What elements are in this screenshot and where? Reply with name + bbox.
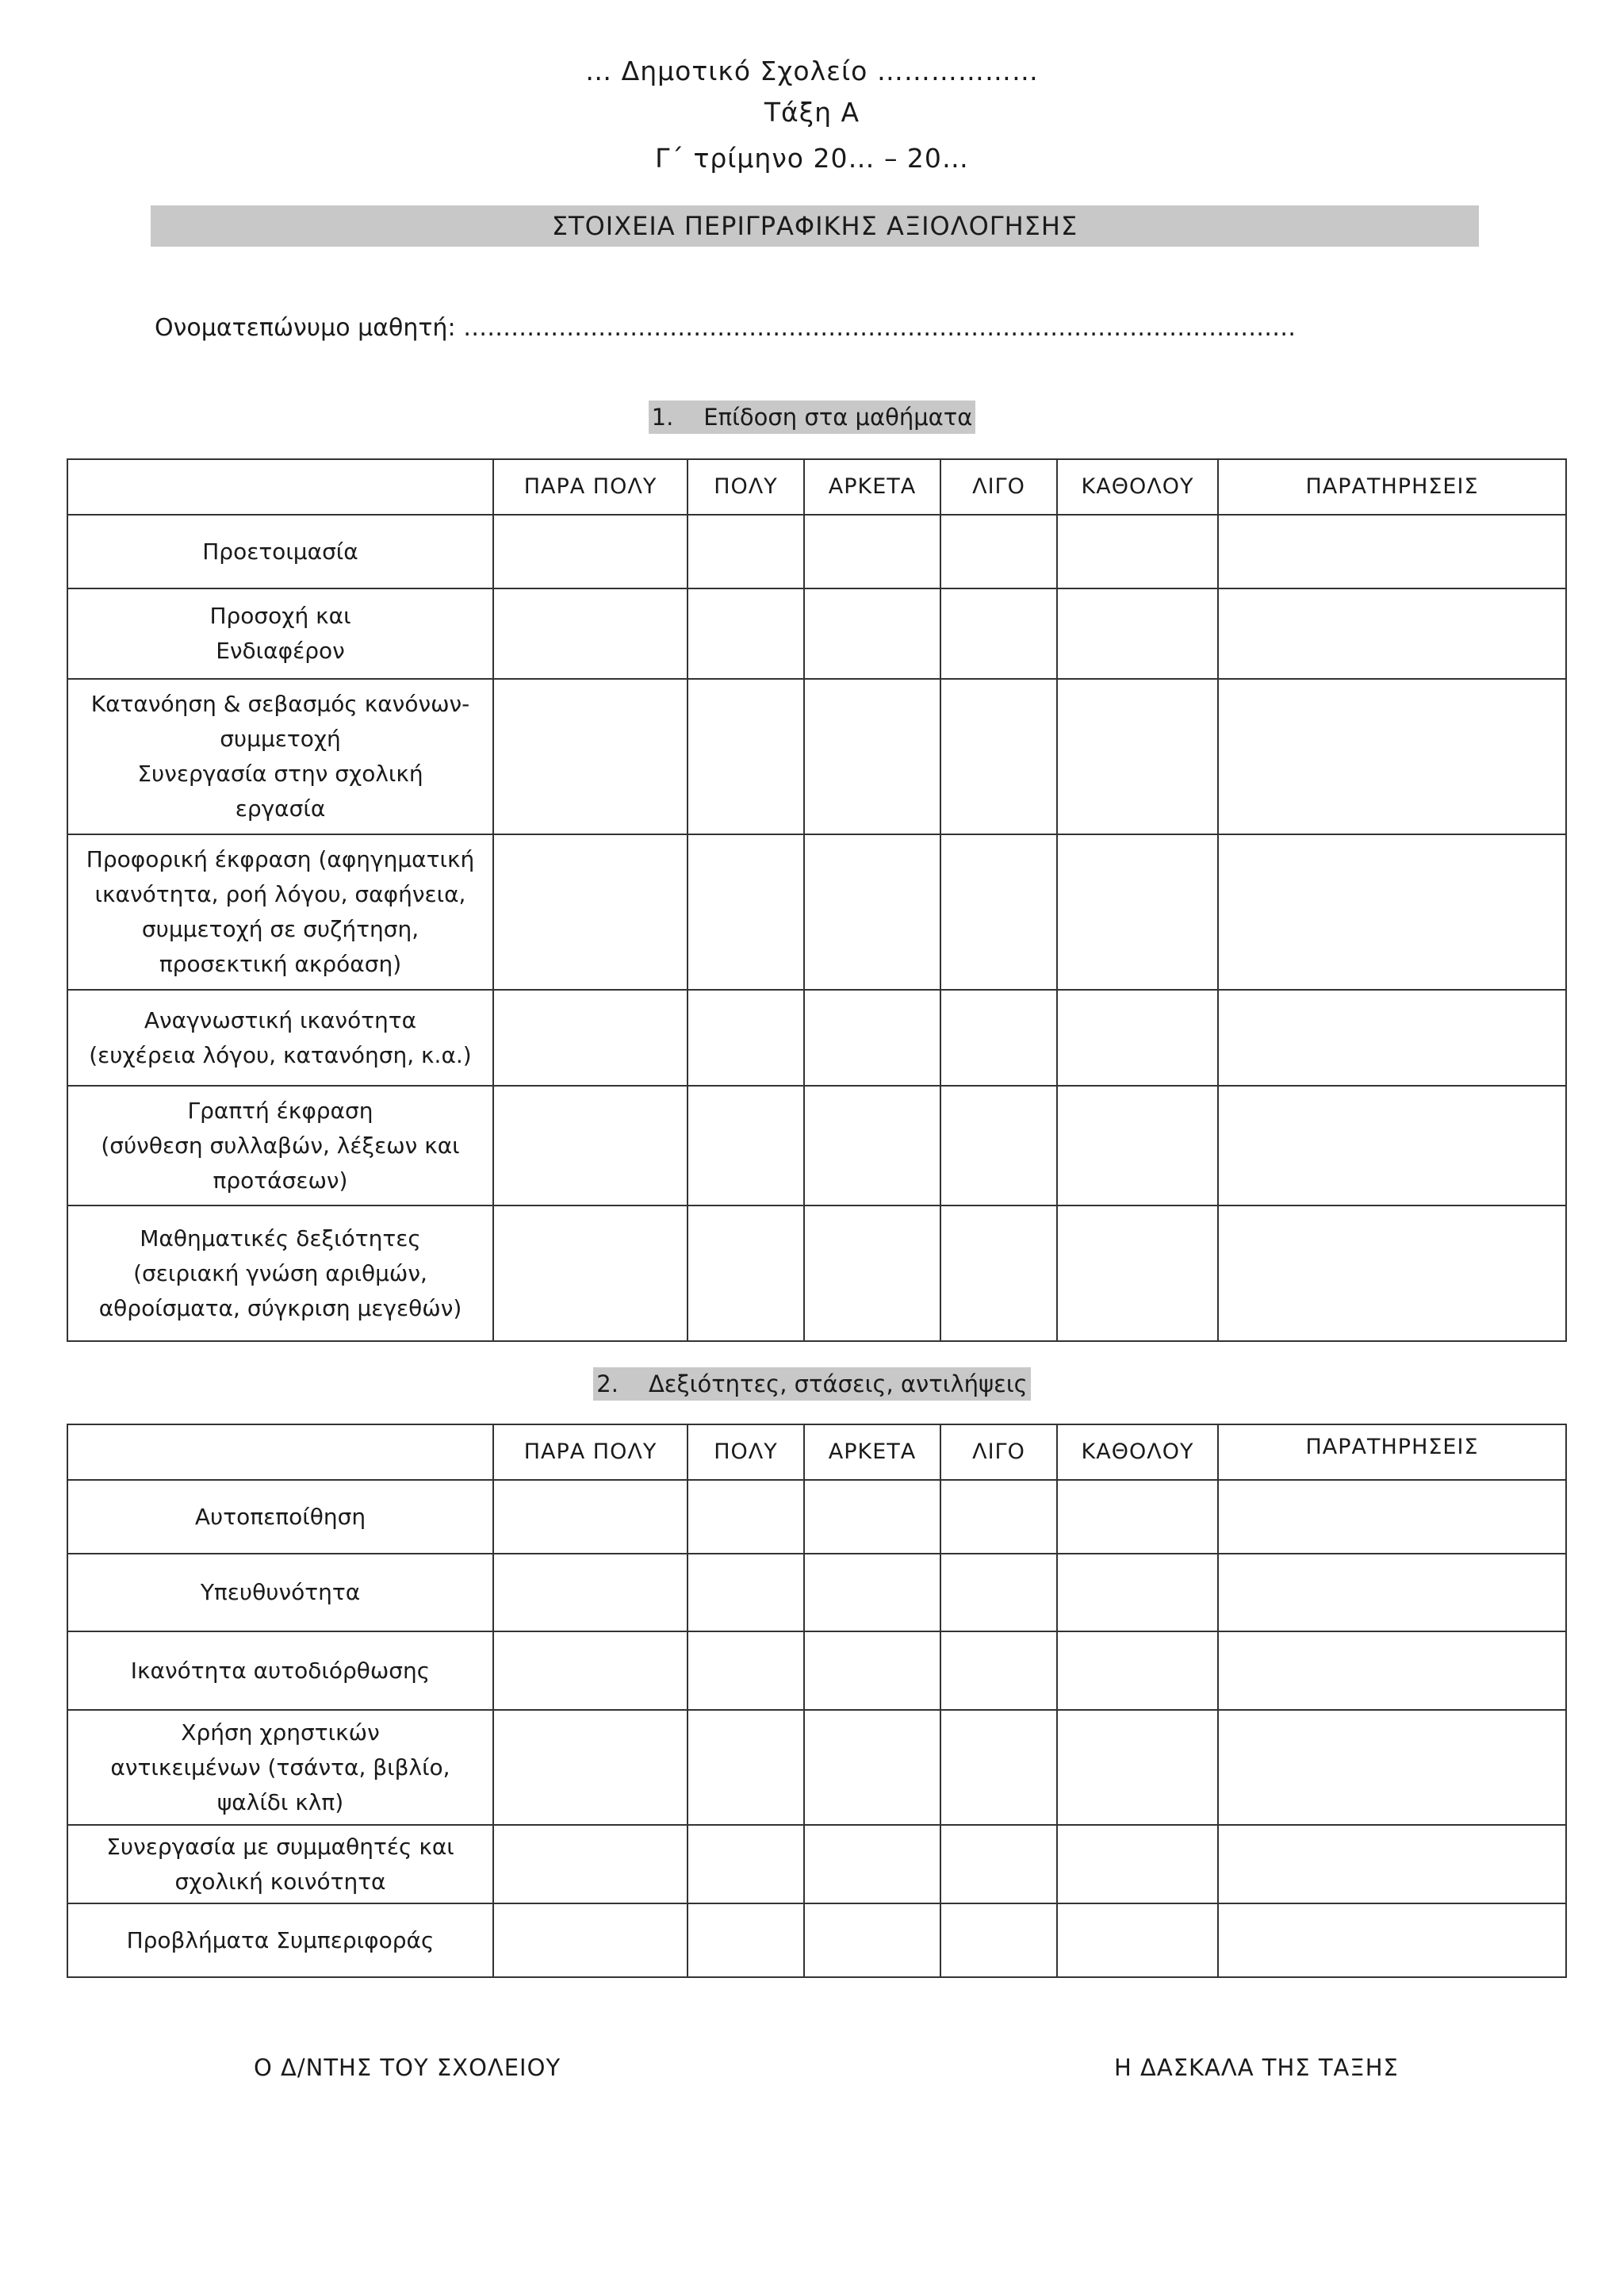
skills-table <box>67 1424 1567 1978</box>
rating-cell-enough[interactable] <box>804 1205 940 1341</box>
rating-cell-observations[interactable] <box>1218 1205 1566 1341</box>
column-header-enough: ΑΡΚΕΤΑ <box>804 1424 940 1480</box>
rating-cell-not-at-all[interactable] <box>1057 588 1218 679</box>
rating-cell-enough[interactable] <box>804 1631 940 1710</box>
criterion-text-line: Προσοχή και <box>209 603 351 629</box>
rating-cell-much[interactable] <box>688 1631 804 1710</box>
rating-cell-very-much[interactable] <box>493 1825 688 1903</box>
rating-cell-not-at-all[interactable] <box>1057 679 1218 834</box>
rating-cell-observations[interactable] <box>1218 679 1566 834</box>
rating-cell-observations[interactable] <box>1218 1903 1566 1977</box>
rating-cell-observations[interactable] <box>1218 1480 1566 1554</box>
criterion-text-line: Αναγνωστική ικανότητα <box>144 1006 417 1033</box>
table-row <box>67 990 1566 1086</box>
rating-cell-observations[interactable] <box>1218 1631 1566 1710</box>
rating-cell-little[interactable] <box>940 1554 1057 1631</box>
rating-cell-observations[interactable] <box>1218 515 1566 588</box>
rating-cell-very-much[interactable] <box>493 1903 688 1977</box>
rating-cell-enough[interactable] <box>804 834 940 990</box>
criterion-text-line: Συνεργασία με συμμαθητές και <box>106 1833 454 1860</box>
rating-cell-not-at-all[interactable] <box>1057 834 1218 990</box>
rating-cell-much[interactable] <box>688 1205 804 1341</box>
column-header-observations: ΠΑΡΑΤΗΡΗΣΕΙΣ <box>1218 1424 1566 1480</box>
table-row <box>67 834 1566 990</box>
student-name-line: Ονοματεπώνυμο μαθητή: …………………………………………………………………………………………… <box>155 314 1297 342</box>
criterion-text-line: Χρήση χρηστικών <box>181 1719 380 1746</box>
rating-cell-not-at-all[interactable] <box>1057 1086 1218 1205</box>
rating-cell-enough[interactable] <box>804 1554 940 1631</box>
rating-cell-very-much[interactable] <box>493 679 688 834</box>
rating-cell-enough[interactable] <box>804 588 940 679</box>
rating-cell-little[interactable] <box>940 1825 1057 1903</box>
column-header-enough: ΑΡΚΕΤΑ <box>804 459 940 515</box>
criterion-cell <box>67 990 493 1086</box>
rating-cell-little[interactable] <box>940 1480 1057 1554</box>
rating-cell-little[interactable] <box>940 1205 1057 1341</box>
criterion-cell <box>67 588 493 679</box>
rating-cell-not-at-all[interactable] <box>1057 1480 1218 1554</box>
criterion-cell <box>67 1825 493 1903</box>
rating-cell-little[interactable] <box>940 1710 1057 1825</box>
rating-cell-enough[interactable] <box>804 1825 940 1903</box>
rating-cell-little[interactable] <box>940 1631 1057 1710</box>
criterion-text-line: συμμετοχή <box>220 726 341 752</box>
rating-cell-observations[interactable] <box>1218 990 1566 1086</box>
section-2-heading-band <box>593 1367 1030 1401</box>
rating-cell-little[interactable] <box>940 588 1057 679</box>
rating-cell-enough[interactable] <box>804 1086 940 1205</box>
rating-cell-very-much[interactable] <box>493 1631 688 1710</box>
rating-cell-much[interactable] <box>688 1086 804 1205</box>
rating-cell-very-much[interactable] <box>493 1710 688 1825</box>
rating-cell-much[interactable] <box>688 515 804 588</box>
rating-cell-much[interactable] <box>688 1480 804 1554</box>
table-row <box>67 679 1566 834</box>
criterion-text-line: Αυτοπεποίθηση <box>194 1503 366 1530</box>
rating-cell-not-at-all[interactable] <box>1057 1825 1218 1903</box>
rating-cell-observations[interactable] <box>1218 1554 1566 1631</box>
rating-cell-much[interactable] <box>688 1554 804 1631</box>
table-header-row <box>67 1424 1566 1480</box>
rating-cell-observations[interactable] <box>1218 588 1566 679</box>
rating-cell-much[interactable] <box>688 588 804 679</box>
criterion-text-line: (σειριακή γνώση αριθμών, <box>133 1259 427 1286</box>
form-title: ΣΤΟΙΧΕΙΑ ΠΕΡΙΓΡΑΦΙΚΗΣ ΑΞΙΟΛΟΓΗΣΗΣ <box>151 205 1479 247</box>
rating-cell-little[interactable] <box>940 834 1057 990</box>
term-line: Γ΄ τρίμηνο 20… – 20… <box>655 143 969 174</box>
criterion-text-line: ικανότητα, ροή λόγου, σαφήνεια, <box>94 881 466 907</box>
rating-cell-not-at-all[interactable] <box>1057 990 1218 1086</box>
column-header-criterion <box>67 459 493 515</box>
criterion-text-line: Κατανόηση & σεβασμός κανόνων- <box>90 691 470 717</box>
criterion-text-line: Υπευθυνότητα <box>200 1579 361 1605</box>
rating-cell-very-much[interactable] <box>493 1480 688 1554</box>
performance-table <box>67 458 1567 1342</box>
criterion-text-line: προσεκτική ακρόαση) <box>159 951 402 977</box>
section-2-heading <box>0 1370 1624 1397</box>
rating-cell-much[interactable] <box>688 834 804 990</box>
rating-cell-observations[interactable] <box>1218 1825 1566 1903</box>
criterion-text-line: Προετοιμασία <box>202 538 358 565</box>
criterion-cell <box>67 1205 493 1341</box>
rating-cell-enough[interactable] <box>804 679 940 834</box>
criterion-text-line: ψαλίδι κλπ) <box>216 1788 344 1815</box>
rating-cell-enough[interactable] <box>804 990 940 1086</box>
criterion-cell <box>67 1631 493 1710</box>
rating-cell-little[interactable] <box>940 1903 1057 1977</box>
rating-cell-little[interactable] <box>940 679 1057 834</box>
teacher-signature-label: Η ΔΑΣΚΑΛΑ ΤΗΣ ΤΑΞΗΣ <box>1114 2054 1399 2081</box>
column-header-little: ΛΙΓΟ <box>940 1424 1057 1480</box>
rating-cell-very-much[interactable] <box>493 1086 688 1205</box>
rating-cell-not-at-all[interactable] <box>1057 515 1218 588</box>
table-header-row <box>67 459 1566 515</box>
criterion-cell <box>67 1710 493 1825</box>
section-1-title: Επίδοση στα μαθήματα <box>703 404 973 431</box>
table-row <box>67 515 1566 588</box>
criterion-cell <box>67 1086 493 1205</box>
rating-cell-not-at-all[interactable] <box>1057 1710 1218 1825</box>
rating-cell-much[interactable] <box>688 1710 804 1825</box>
rating-cell-little[interactable] <box>940 990 1057 1086</box>
table-row <box>67 1631 1566 1710</box>
criterion-text-line: εργασία <box>235 795 326 822</box>
rating-cell-not-at-all[interactable] <box>1057 1205 1218 1341</box>
rating-cell-very-much[interactable] <box>493 1554 688 1631</box>
table-row <box>67 588 1566 679</box>
criterion-text-line: Ικανότητα αυτοδιόρθωσης <box>130 1657 431 1684</box>
table-row <box>67 1710 1566 1825</box>
criterion-cell <box>67 679 493 834</box>
rating-cell-observations[interactable] <box>1218 1086 1566 1205</box>
rating-cell-enough[interactable] <box>804 1903 940 1977</box>
rating-cell-very-much[interactable] <box>493 1205 688 1341</box>
criterion-text-line: (ευχέρεια λόγου, κατανόηση, κ.α.) <box>89 1041 472 1068</box>
criterion-text-line: Προβλήματα Συμπεριφοράς <box>126 1926 435 1953</box>
rating-cell-not-at-all[interactable] <box>1057 1554 1218 1631</box>
rating-cell-little[interactable] <box>940 515 1057 588</box>
column-header-not-at-all: ΚΑΘΟΛΟΥ <box>1057 459 1218 515</box>
column-header-not-at-all: ΚΑΘΟΛΟΥ <box>1057 1424 1218 1480</box>
table-row <box>67 1825 1566 1903</box>
rating-cell-enough[interactable] <box>804 1710 940 1825</box>
criterion-cell <box>67 1903 493 1977</box>
criterion-text-line: Μαθηματικές δεξιότητες <box>140 1225 421 1251</box>
criterion-text-line: Γραπτή έκφραση <box>187 1097 373 1124</box>
rating-cell-very-much[interactable] <box>493 834 688 990</box>
criterion-text-line: προτάσεων) <box>213 1167 348 1194</box>
column-header-very-much: ΠΑΡΑ ΠΟΛΥ <box>493 1424 688 1480</box>
school-line: … Δημοτικό Σχολείο ……………… <box>585 56 1039 86</box>
section-2-number: 2. <box>596 1370 619 1397</box>
criterion-text-line: σχολική κοινότητα <box>174 1868 386 1895</box>
criterion-cell <box>67 834 493 990</box>
table-row <box>67 1554 1566 1631</box>
column-header-very-much: ΠΑΡΑ ΠΟΛΥ <box>493 459 688 515</box>
criterion-text-line: αντικειμένων (τσάντα, βιβλίο, <box>110 1754 450 1780</box>
column-header-little: ΛΙΓΟ <box>940 459 1057 515</box>
criterion-text-line: Ενδιαφέρον <box>216 638 345 664</box>
rating-cell-not-at-all[interactable] <box>1057 1631 1218 1710</box>
table-row <box>67 1903 1566 1977</box>
criterion-text-line: Προφορική έκφραση (αφηγηματική <box>86 846 475 872</box>
section-1-heading-band <box>649 401 976 434</box>
section-1-heading <box>0 404 1624 431</box>
table-row <box>67 1480 1566 1554</box>
criterion-text-line: αθροίσματα, σύγκριση μεγεθών) <box>98 1294 462 1321</box>
principal-signature-label: Ο Δ/ΝΤΗΣ ΤΟΥ ΣΧΟΛΕΙΟΥ <box>254 2054 561 2081</box>
rating-cell-little[interactable] <box>940 1086 1057 1205</box>
rating-cell-much[interactable] <box>688 1825 804 1903</box>
rating-cell-not-at-all[interactable] <box>1057 1903 1218 1977</box>
column-header-observations: ΠΑΡΑΤΗΡΗΣΕΙΣ <box>1218 459 1566 515</box>
table-row <box>67 1086 1566 1205</box>
rating-cell-much[interactable] <box>688 1903 804 1977</box>
class-line: Τάξη Α <box>764 97 860 128</box>
rating-cell-enough[interactable] <box>804 515 940 588</box>
criterion-cell <box>67 1554 493 1631</box>
criterion-text-line: Συνεργασία στην σχολική <box>137 761 423 787</box>
rating-cell-much[interactable] <box>688 990 804 1086</box>
column-header-much: ΠΟΛΥ <box>688 1424 804 1480</box>
rating-cell-very-much[interactable] <box>493 515 688 588</box>
section-1-number: 1. <box>651 404 674 431</box>
rating-cell-very-much[interactable] <box>493 990 688 1086</box>
column-header-much: ΠΟΛΥ <box>688 459 804 515</box>
table-row <box>67 1205 1566 1341</box>
rating-cell-much[interactable] <box>688 679 804 834</box>
criterion-cell <box>67 515 493 588</box>
criterion-text-line: συμμετοχή σε συζήτηση, <box>141 916 419 942</box>
rating-cell-enough[interactable] <box>804 1480 940 1554</box>
criterion-text-line: (σύνθεση συλλαβών, λέξεων και <box>101 1132 460 1159</box>
rating-cell-observations[interactable] <box>1218 1710 1566 1825</box>
criterion-cell <box>67 1480 493 1554</box>
column-header-criterion <box>67 1424 493 1480</box>
rating-cell-observations[interactable] <box>1218 834 1566 990</box>
section-2-title: Δεξιότητες, στάσεις, αντιλήψεις <box>648 1370 1028 1397</box>
rating-cell-very-much[interactable] <box>493 588 688 679</box>
